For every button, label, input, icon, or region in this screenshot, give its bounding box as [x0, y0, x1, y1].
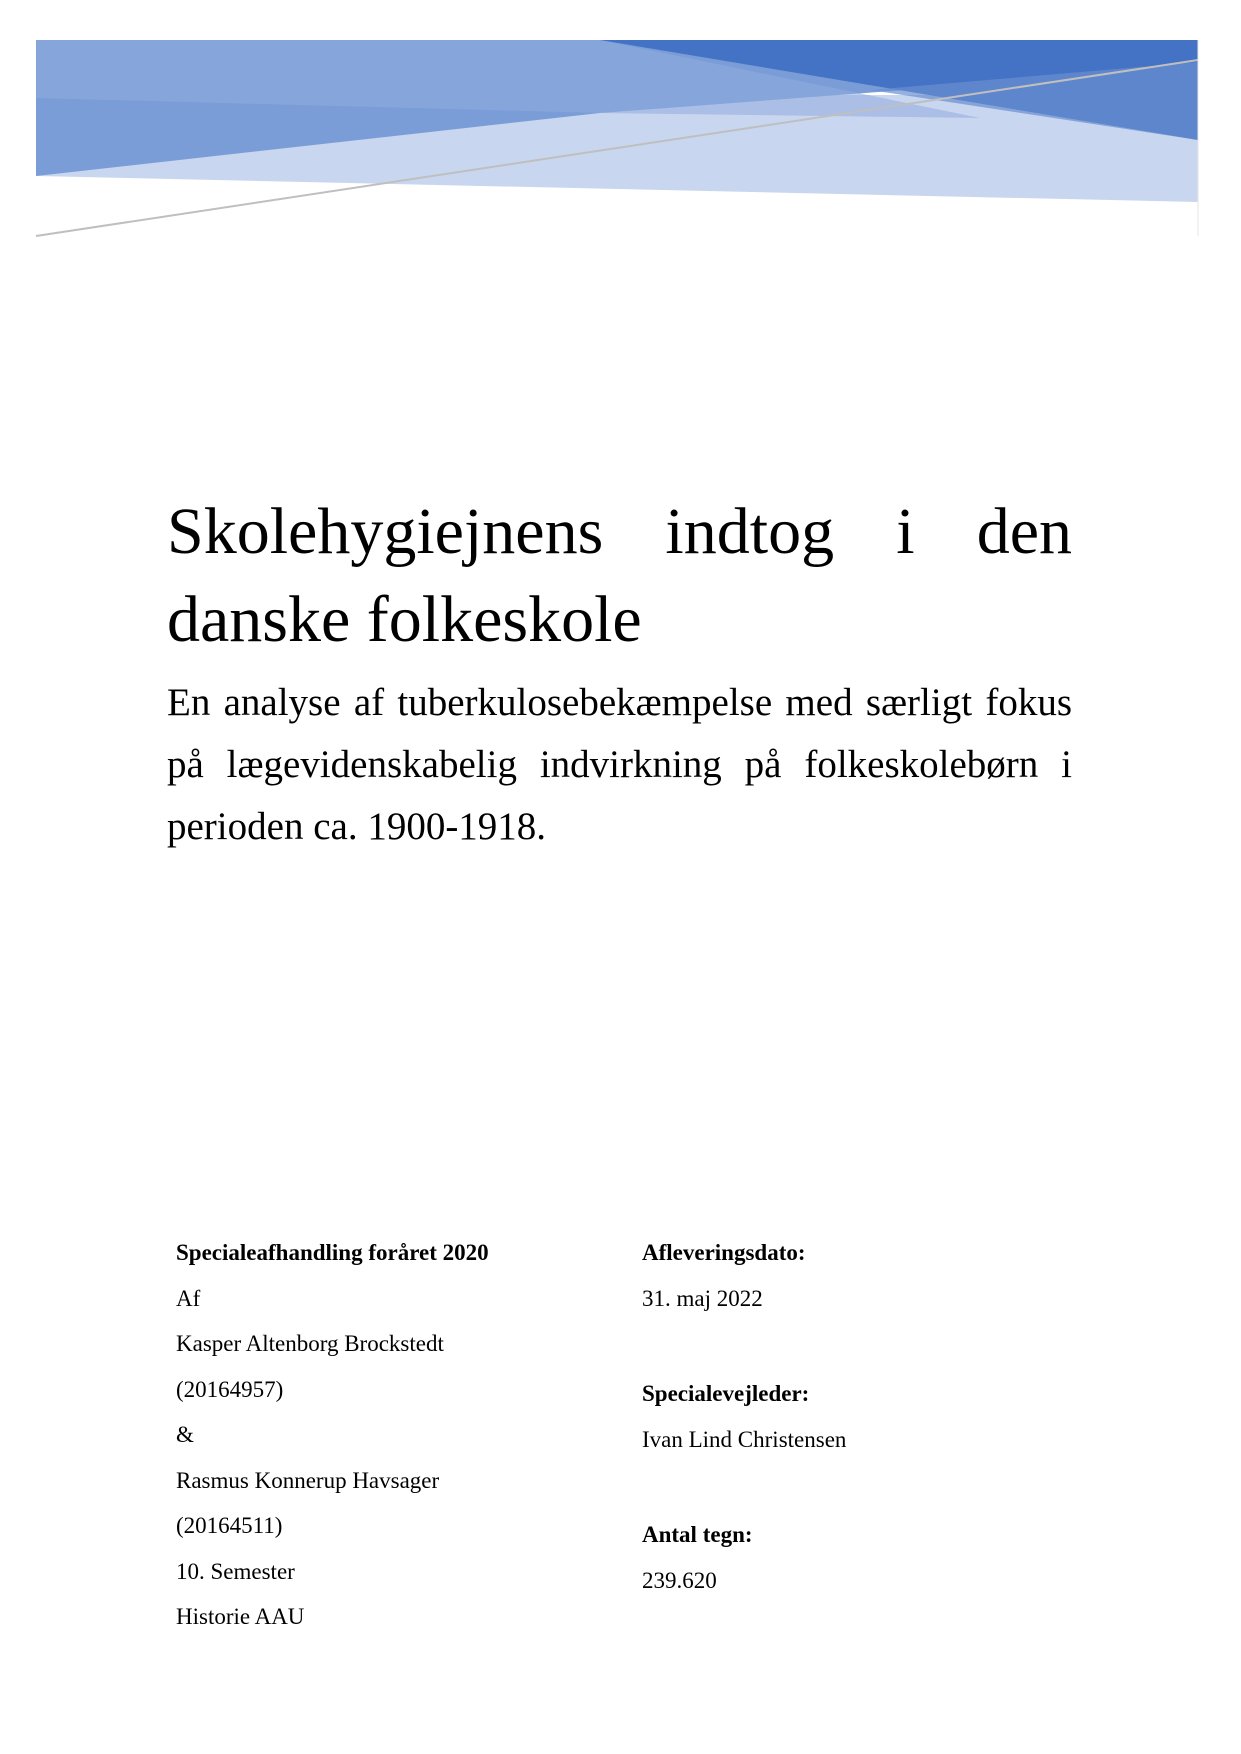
- semester: 10. Semester: [176, 1558, 295, 1584]
- thesis-info: [176, 1230, 596, 1640]
- info-line-ampersand: &: [176, 1422, 194, 1447]
- info-line-by: Af: [176, 1285, 201, 1311]
- delivery-group: [642, 1230, 1062, 1371]
- supervisor-label: Specialevejleder:: [642, 1381, 810, 1406]
- document-title: Skolehygiejnens indtog i den danske folkeskole: [167, 495, 1072, 656]
- char-count-value: 239.620: [642, 1567, 717, 1593]
- author-1-name: Kasper Altenborg Brockstedt: [176, 1331, 444, 1356]
- thesis-heading: Specialeafhandling foråret 2020: [176, 1240, 489, 1265]
- delivery-date-label: Afleveringsdato:: [642, 1240, 806, 1265]
- submission-info: [642, 1230, 1062, 1653]
- delivery-date-value: 31. maj 2022: [642, 1285, 763, 1311]
- author-2-id: (20164511): [176, 1513, 283, 1538]
- char-count-label: Antal tegn:: [642, 1522, 753, 1547]
- supervisor-value: Ivan Lind Christensen: [642, 1426, 847, 1452]
- title-block: [167, 488, 1072, 858]
- header-banner: [0, 0, 1241, 260]
- program: Historie AAU: [176, 1604, 305, 1629]
- author-2-name: Rasmus Konnerup Havsager: [176, 1467, 440, 1493]
- supervisor-group: [642, 1371, 1062, 1512]
- char-count-group: [642, 1512, 1062, 1653]
- document-subtitle: En analyse af tuberkulosebekæmpelse med særligt fokus på lægevidenskabelig indvirkning på folkeskolebørn i perioden ca. 1900-1918.: [167, 681, 1072, 848]
- author-1-id: (20164957): [176, 1376, 284, 1402]
